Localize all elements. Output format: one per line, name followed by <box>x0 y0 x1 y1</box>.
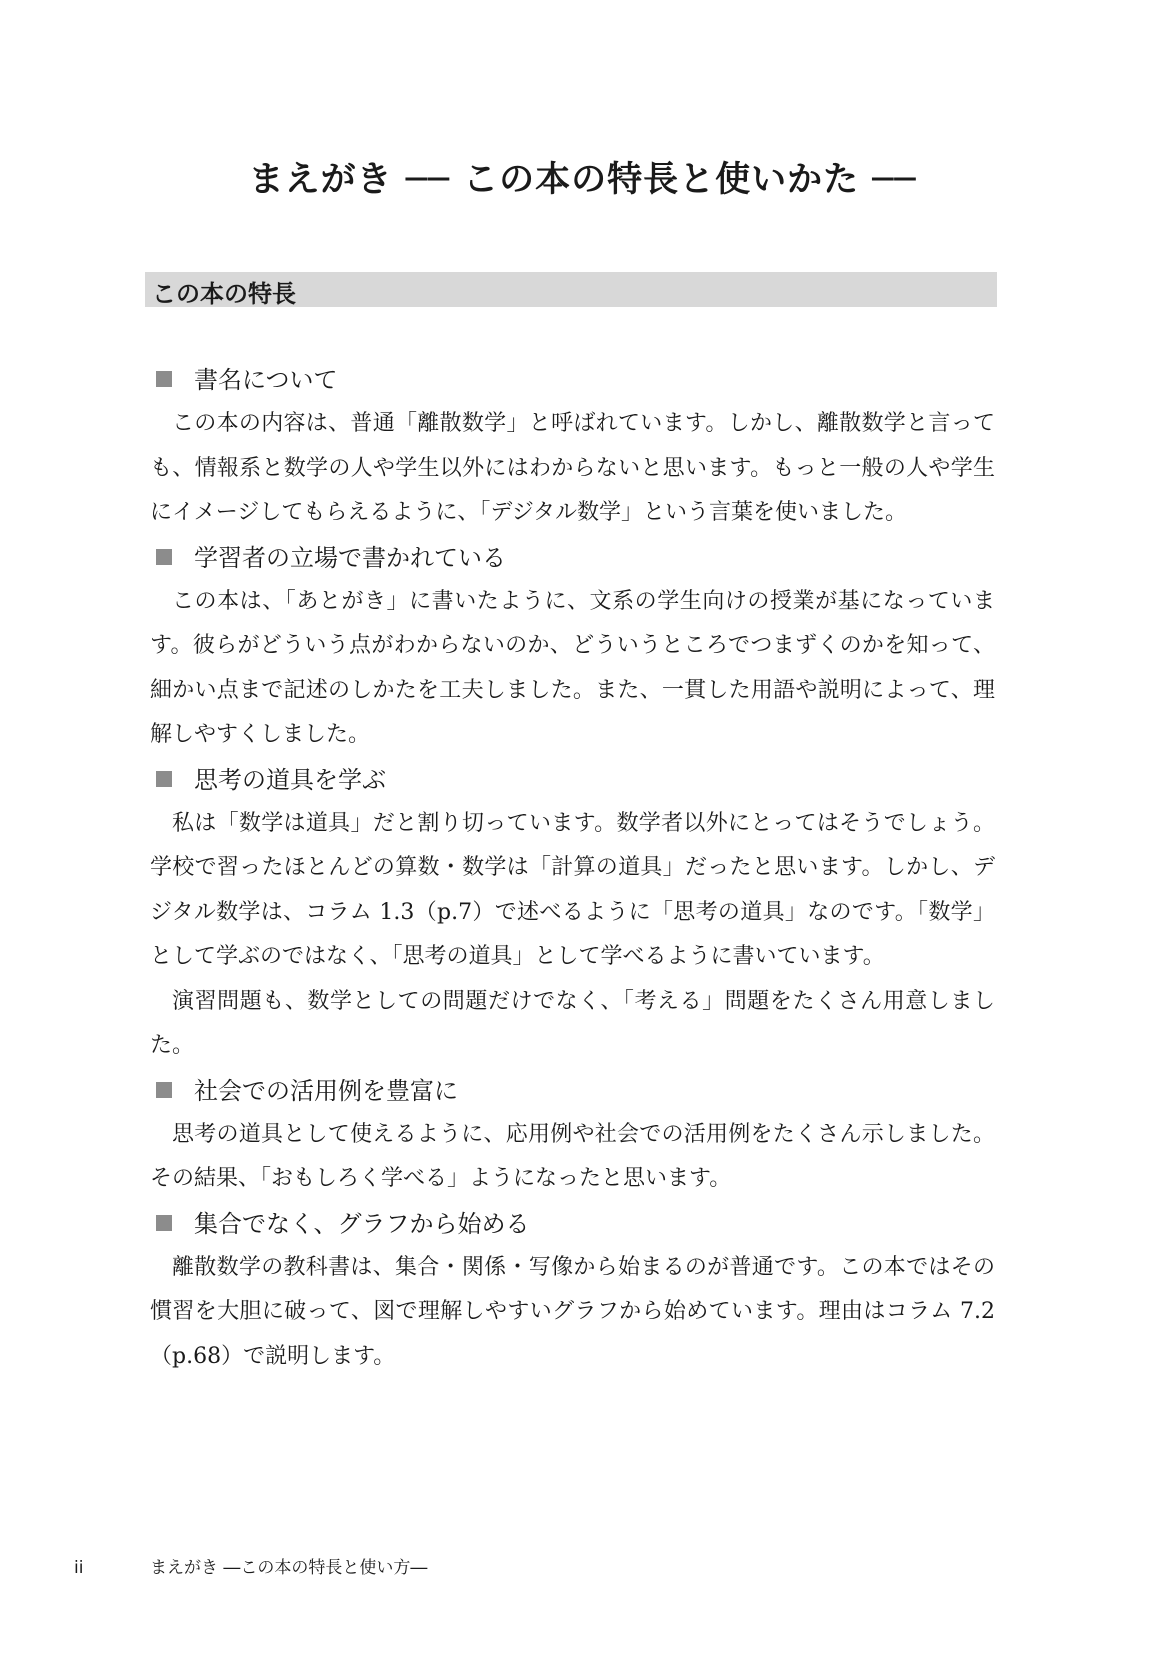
subsection-heading-text: 社会での活用例を豊富に <box>194 1076 458 1105</box>
paragraph: この本は、「あとがき」に書いたように、文系の学生向けの授業が基になっています。彼らがどういう点がわからないのか、どういうところでつまずくのかを知って、細かい点まで記述のしかたを工夫しました。また、一貫した用語や説明によって、理解しやすくしました。 <box>150 588 995 747</box>
subsection-heading-text: 集合でなく、グラフから始める <box>194 1209 530 1238</box>
square-bullet-icon <box>156 1082 172 1098</box>
section-header <box>145 272 997 307</box>
paragraph: 演習問題も、数学としての問題だけでなく、「考える」問題をたくさん用意しました。 <box>150 988 995 1058</box>
page-footer <box>74 1553 427 1578</box>
subsection-heading-text: 学習者の立場で書かれている <box>194 543 506 572</box>
page-title: まえがき ── この本の特長と使いかた ── <box>248 160 917 200</box>
paragraph: 思考の道具として使えるように、応用例や社会での活用例をたくさん示しました。その結果、「おもしろく学べる」ようになったと思います。 <box>150 1121 995 1191</box>
square-bullet-icon <box>156 771 172 787</box>
subsection-heading <box>150 536 995 580</box>
square-bullet-icon <box>156 549 172 565</box>
subsection-heading <box>150 1202 995 1246</box>
subsection-heading <box>150 358 995 402</box>
main-content <box>150 358 995 1379</box>
subsection-heading <box>150 1069 995 1113</box>
paragraph: 離散数学の教科書は、集合・関係・写像から始まるのが普通です。この本ではその慣習を大胆に破って、図で理解しやすいグラフから始めています。理由はコラム 7.2（p.68）で説明します。 <box>150 1254 995 1369</box>
subsection-heading-text: 書名について <box>194 366 338 394</box>
page-number: ii <box>74 1558 84 1578</box>
running-title: まえがき ―この本の特長と使い方― <box>150 1558 428 1578</box>
section-title: この本の特長 <box>152 280 296 308</box>
subsection-heading-text: 思考の道具を学ぶ <box>194 765 386 794</box>
subsection-heading <box>150 758 995 802</box>
square-bullet-icon <box>156 1215 172 1231</box>
square-bullet-icon <box>156 371 172 387</box>
paragraph: この本の内容は、普通「離散数学」と呼ばれています。しかし、離散数学と言っても、情報系と数学の人や学生以外にはわからないと思います。もっと一般の人や学生にイメージしてもらえるように、「デジタル数学」という言葉を使いました。 <box>150 411 995 525</box>
paragraph: 私は「数学は道具」だと割り切っています。数学者以外にとってはそうでしょう。学校で習ったほとんどの算数・数学は「計算の道具」だったと思います。しかし、デジタル数学は、コラム 1.3（p.7）で述べるように「思考の道具」なのです。「数学」として学ぶのではなく、「思考の道具」として学べるように書いています。 <box>150 810 995 969</box>
